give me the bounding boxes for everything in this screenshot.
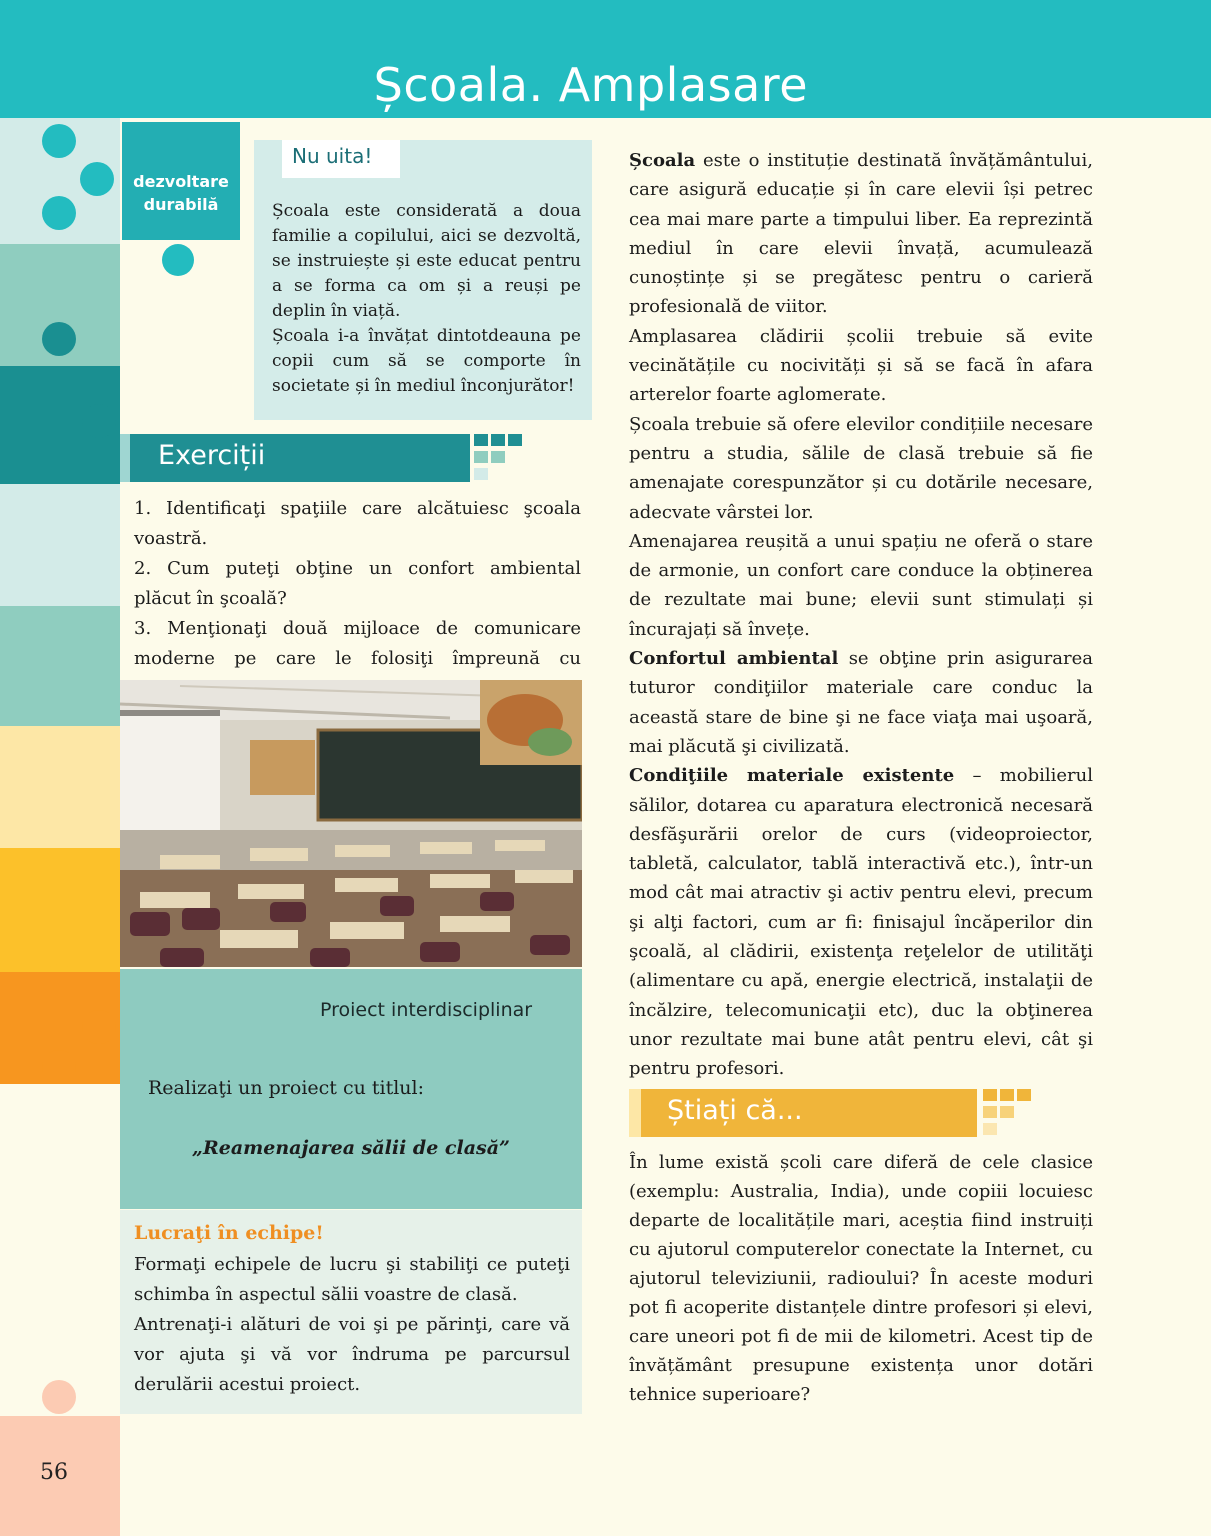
paragraph-comfort [629, 644, 1093, 761]
puzzle-knob [42, 1050, 76, 1084]
classroom-illustration [120, 680, 582, 967]
did-you-know-heading-bar [629, 1089, 977, 1137]
square [491, 434, 505, 446]
classroom-photo [120, 680, 582, 967]
square [491, 451, 505, 463]
puzzle-knob [82, 760, 116, 794]
exercise-item: 2. Cum puteţi obţine un confort ambiental plăcut în şcoală? [134, 558, 581, 609]
main-text [629, 146, 1093, 1084]
teamwork-text [134, 1250, 570, 1400]
puzzle-knob [162, 244, 194, 276]
square [1017, 1089, 1031, 1101]
puzzle-knob [80, 162, 114, 196]
paragraph-material-conditions [629, 761, 1093, 1083]
heading-accent [120, 434, 130, 482]
puzzle-knob [42, 196, 76, 230]
square [474, 468, 488, 480]
project-title: Proiect interdisciplinar [320, 999, 533, 1021]
term-comfort: Confortul ambiental [629, 648, 839, 670]
reminder-text [272, 199, 581, 399]
did-you-know-text: În lume există școli care diferă de cele clasice (exemplu: Australia, India), unde copiii locuiesc departe de localitățile mari, aceștia fiind instruiți cu ajutorul computerelor conectate la Internet, cu ajutorul televiziunii, radioului? În aceste moduri pot fi acoperite distanțele dintre profesori și elevi, care uneori pot fi de mii de kilometri. Acest tip de învățământ presupune existența unor dotări tehnice superioare? [629, 1152, 1093, 1405]
header-bar [0, 0, 1211, 118]
puzzle-knob [42, 322, 76, 356]
square [474, 451, 488, 463]
project-name: „Reamenajarea sălii de clasă” [192, 1137, 510, 1159]
puzzle-knob [42, 124, 76, 158]
sustainable-development-badge [122, 122, 240, 240]
puzzle-piece [0, 606, 120, 726]
exercise-item: 1. Identificaţi spaţiile care alcătuiesc şcoala voastră. [134, 498, 581, 549]
paragraph-location: Amplasarea clădirii școlii trebuie să evite vecinătățile cu nocivități și să se facă în afara arterelor foarte aglomerate. [629, 325, 1093, 406]
puzzle-knob [42, 1380, 76, 1414]
did-you-know-heading: Știați că... [667, 1095, 803, 1126]
square [983, 1123, 997, 1135]
puzzle-piece [0, 484, 120, 606]
badge-label: dezvoltare durabilă [133, 172, 229, 214]
paragraph-text: este o instituție destinată învățământului, care asigură educație și în care elevii își petrec cea mai mare parte a timpului liber. Ea reprezintă mediul în care elevii învață, acumulează cunoștințe și se pregătesc pentru o carieră profesională de viitor. [629, 150, 1093, 318]
heading-accent [629, 1089, 641, 1137]
paragraph-text: se obţine prin asigurarea tuturor condiţiilor materiale care conduc la această stare de bine şi ne face viaţa mai uşoară, mai plăcută şi civilizată. [629, 648, 1093, 757]
exercises-heading-bar [120, 434, 470, 482]
square [983, 1089, 997, 1101]
exercise-item: 3. Menţionaţi două mijloace de comunicare moderne pe care le folosiţi împreună cu [134, 618, 581, 669]
puzzle-knob [82, 1010, 116, 1044]
term-material-conditions: Condiţiile materiale existente [629, 765, 955, 787]
paragraph-arrangement: Amenajarea reușită a unui spațiu ne oferă o stare de armonie, un confort care conduce la obținerea de rezultate mai bune; elevii sunt stimulați și încurajați să învețe. [629, 530, 1093, 640]
teamwork-paragraph: Formaţi echipele de lucru şi stabiliţi ce puteţi schimba în aspectul sălii voastre de clasă. [134, 1254, 570, 1305]
project-instruction: Realizaţi un proiect cu titlul: [148, 1077, 425, 1099]
reminder-title: Nu uita! [292, 144, 373, 168]
exercises-list [134, 494, 581, 704]
teamwork-heading: Lucraţi în echipe! [134, 1222, 324, 1244]
page-number: 56 [40, 1460, 68, 1485]
puzzle-piece [0, 848, 120, 972]
reminder-paragraph: Școala i-a învățat dintotdeauna pe copii cum să se comporte în societate și în mediul înconjurător! [272, 326, 581, 396]
reminder-title-tab [282, 140, 400, 178]
exercises-heading: Exerciții [158, 440, 266, 471]
term-school: Școala [629, 150, 696, 171]
square [508, 434, 522, 446]
square [983, 1106, 997, 1118]
square [474, 434, 488, 446]
teamwork-paragraph: Antrenaţi-i alături de voi şi pe părinţi, care vă vor ajuta şi vă vor îndruma pe parcursul derulării acestui proiect. [134, 1314, 570, 1395]
puzzle-knob [82, 404, 116, 438]
paragraph-text: – mobilierul sălilor, dotarea cu aparatura electronică necesară desfăşurării orelor de curs (videoproiector, tabletă, calculator, tablă interactivă etc.), într-un mod cât mai atractiv şi activ pentru elevi, precum şi alţi factori, cum ar fi: finisajul încăperilor din şcoală, al clădirii, existenţa reţelelor de utilităţi (alimentare cu apă, energie electrică, instalaţii de încălzire, telecomunicaţii etc), duc la obţinerea unor rezultate mai bune atât pentru elevi, cât şi pentru profesori. [629, 765, 1093, 1080]
paragraph-conditions: Școala trebuie să ofere elevilor condițiile necesare pentru a studia, sălile de clasă trebuie să fie amenajate corespunzător și cu dotările necesare, adecvate vârstei lor. [629, 413, 1093, 523]
square [1000, 1106, 1014, 1118]
reminder-paragraph: Școala este considerată a doua familie a copilului, aici se dezvoltă, se instruiește și este educat pentru a se forma ca om și a reuși pe deplin în viață. [272, 201, 581, 321]
paragraph-school [629, 146, 1093, 322]
page-title: Școala. Amplasare [373, 58, 808, 112]
square [1000, 1089, 1014, 1101]
